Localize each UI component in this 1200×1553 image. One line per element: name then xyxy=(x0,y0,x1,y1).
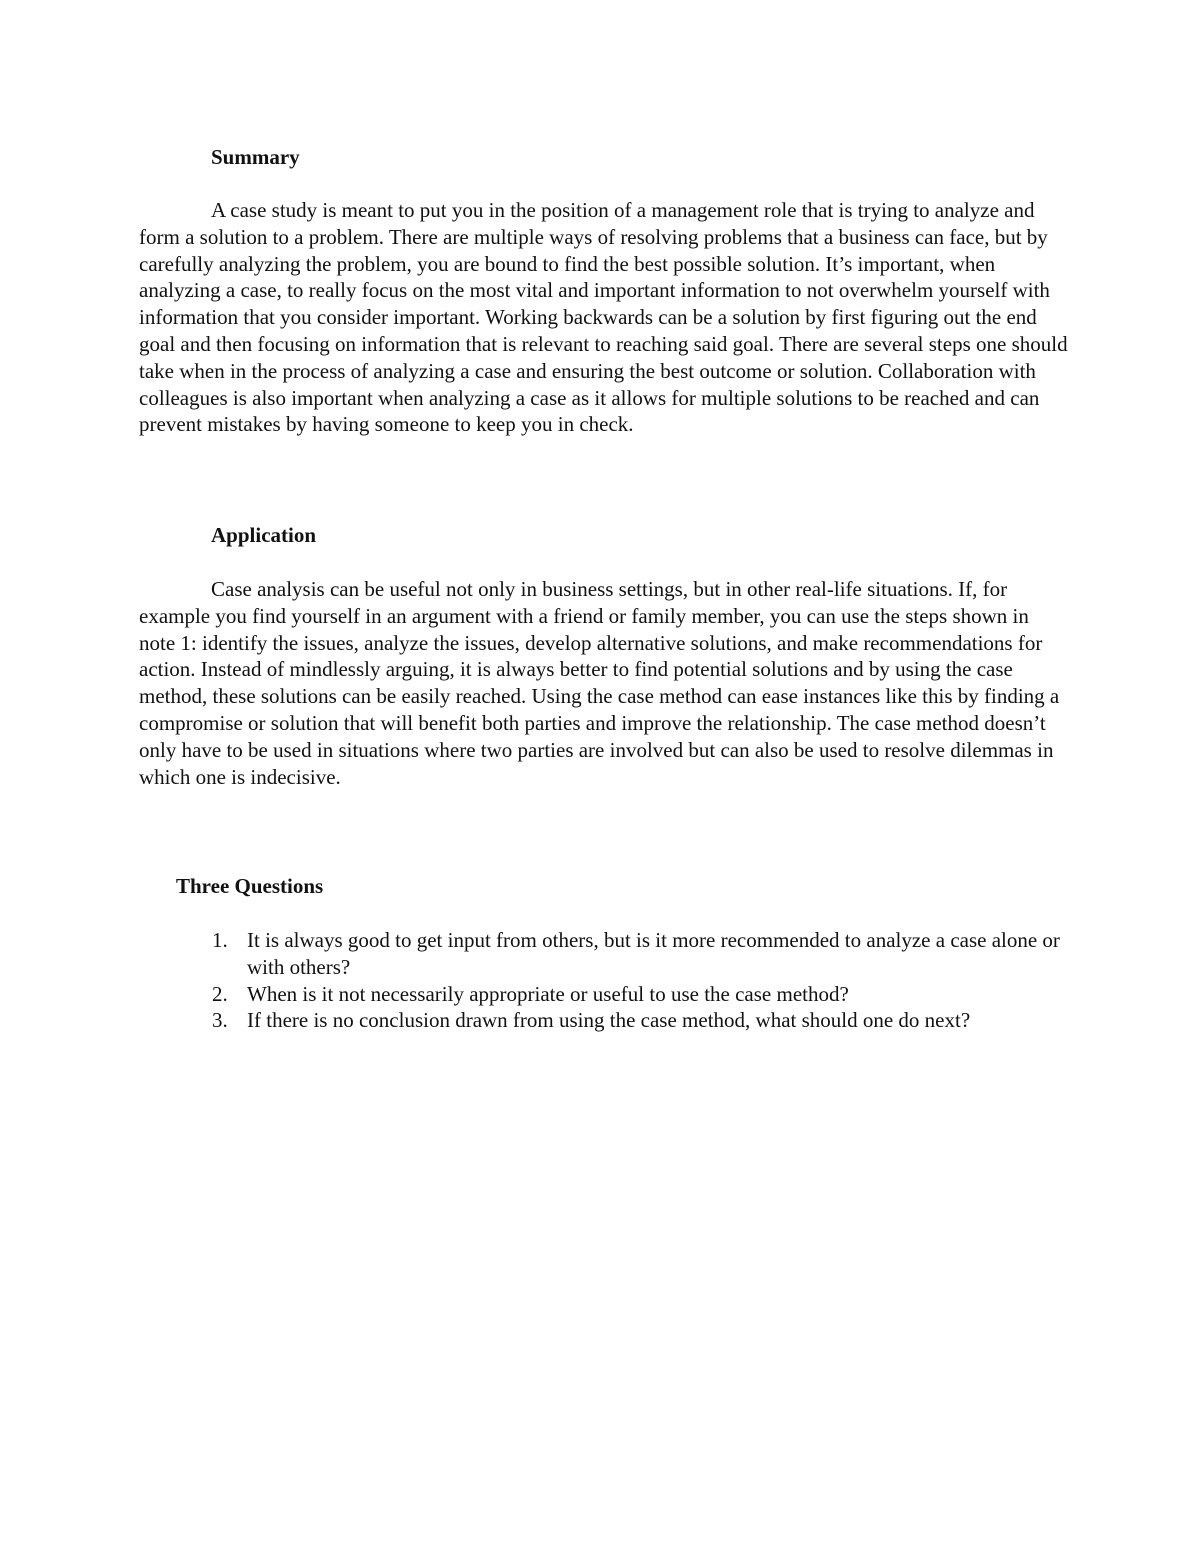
question-item xyxy=(212,927,1072,981)
application-heading: Application xyxy=(211,523,317,547)
question-number: 2. xyxy=(212,981,228,1006)
questions-list xyxy=(212,927,1072,1034)
question-text: When is it not necessarily appropriate or useful to use the case method? xyxy=(247,981,849,1006)
question-item xyxy=(212,981,1072,1008)
questions-heading: Three Questions xyxy=(176,874,324,898)
application-paragraph: Case analysis can be useful not only in business settings, but in other real-life situations. If, for example you find yourself in an argument with a friend or family member, you can use the steps shown in note 1: identify the issues, analyze the issues, develop alternative solutions, and make recommendations for action. Instead of mindlessly arguing, it is always better to find potential solutions and by using the case method, these solutions can be easily reached. Using the case method can ease instances like this by finding a compromise or solution that will benefit both parties and improve the relationship. The case method doesn’t only have to be used in situations where two parties are involved but can also be used to resolve dilemmas in which one is indecisive. xyxy=(139,577,1060,789)
question-item xyxy=(212,1007,1072,1034)
question-number: 3. xyxy=(212,1008,228,1033)
summary-paragraph: A case study is meant to put you in the position of a management role that is trying to analyze and form a solution to a problem. There are multiple ways of resolving problems that a business can face, but by carefully analyzing the problem, you are bound to find the best possible solution. It’s important, when analyzing a case, to really focus on the most vital and important information to not overwhelm yourself with information that you consider important. Working backwards can be a solution by first figuring out the end goal and then focusing on information that is relevant to reaching said goal. There are several steps one should take when in the process of analyzing a case and ensuring the best outcome or solution. Collaboration with colleagues is also important when analyzing a case as it allows for multiple solutions to be reached and can prevent mistakes by having someone to keep you in check. xyxy=(139,198,1068,437)
question-text: It is always good to get input from others, but is it more recommended to analyze a case alone or with others? xyxy=(247,928,1060,979)
summary-heading: Summary xyxy=(211,145,300,169)
question-text: If there is no conclusion drawn from using the case method, what should one do next? xyxy=(247,1008,971,1033)
question-number: 1. xyxy=(212,928,228,952)
